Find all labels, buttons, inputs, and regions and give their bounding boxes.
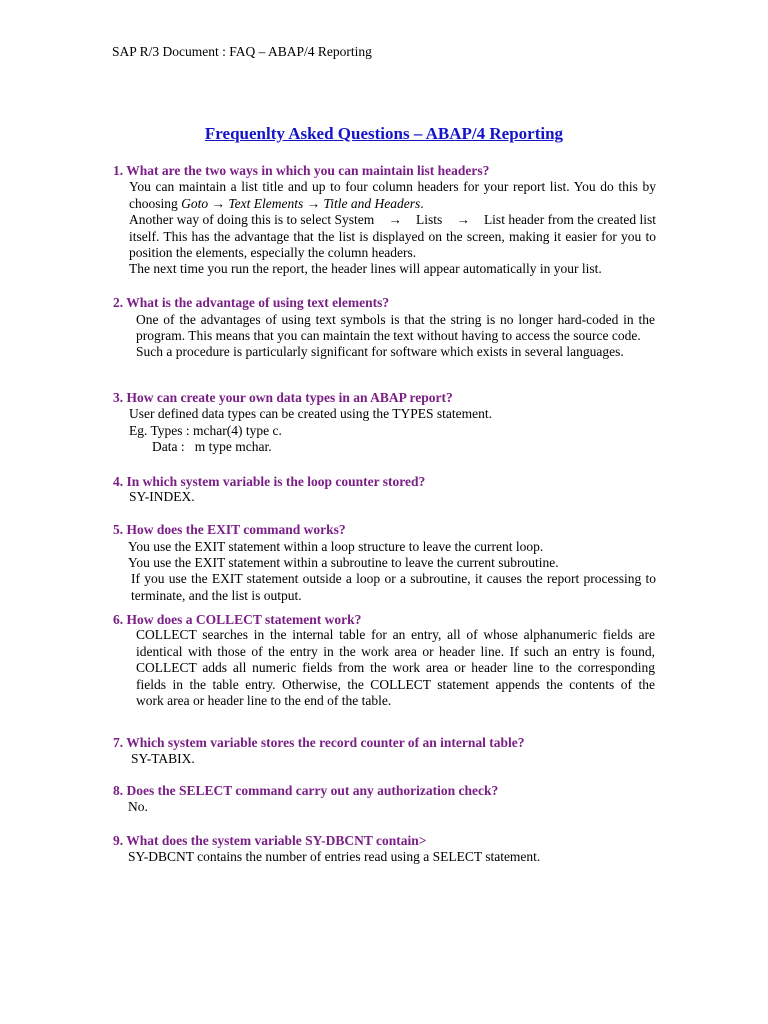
answer-5-line-3: If you use the EXIT statement outside a loop or a subroutine, it causes the report processing to — [131, 571, 656, 586]
answer-4-line-1: SY-INDEX. — [129, 489, 195, 504]
answer-1-choosing: choosing — [129, 196, 182, 211]
answer-1-line-6: The next time you run the report, the header lines will appear automatically in your list. — [129, 261, 602, 276]
menu-path-text-elements: Text Elements — [228, 196, 304, 211]
question-6: 6. How does a COLLECT statement work? — [113, 612, 362, 627]
menu-path-title-and-headers: Title and Headers — [323, 196, 421, 211]
answer-8-line-1: No. — [128, 799, 148, 814]
question-8: 8. Does the SELECT command carry out any authorization check? — [113, 783, 499, 798]
answer-6-line-3: COLLECT adds all numeric fields from the work area or header line to the corresponding — [136, 660, 655, 675]
answer-6-line-5: work area or header line to the end of the table. — [136, 693, 392, 708]
answer-5-line-4: terminate, and the list is output. — [131, 588, 302, 603]
question-9: 9. What does the system variable SY-DBCNT contain> — [113, 833, 427, 848]
answer-1-period: . — [420, 196, 424, 211]
right-arrow-icon: → — [303, 196, 324, 211]
right-arrow-icon: → — [456, 212, 470, 227]
answer-6-line-1: COLLECT searches in the internal table for an entry, all of whose alphanumeric fields are — [136, 627, 655, 642]
answer-1-select-system: Another way of doing this is to select System — [129, 212, 375, 227]
answer-3-line-1: User defined data types can be created using the TYPES statement. — [129, 406, 493, 421]
running-header: SAP R/3 Document : FAQ – ABAP/4 Reporting — [112, 44, 372, 59]
answer-9-line-1: SY-DBCNT contains the number of entries read using a SELECT statement. — [128, 849, 541, 864]
answer-1-line-1: You can maintain a list title and up to four column headers for your report list. You do this by — [129, 179, 656, 194]
answer-2-line-1: One of the advantages of using text symbols is that the string is no longer hard-coded in the — [136, 312, 655, 327]
question-2: 2. What is the advantage of using text elements? — [113, 295, 390, 310]
question-7: 7. Which system variable stores the record counter of an internal table? — [113, 735, 525, 750]
answer-2-line-2: program. This means that you can maintain the text without having to access the source code. — [136, 328, 641, 343]
answer-3-line-2: Eg. Types : mchar(4) type c. — [129, 423, 282, 438]
answer-6-line-4: fields in the table entry. Otherwise, the COLLECT statement appends the contents of the — [136, 677, 655, 692]
answer-5-line-2: You use the EXIT statement within a subroutine to leave the current subroutine. — [128, 555, 559, 570]
answer-1-line-2 — [129, 196, 424, 212]
question-4: 4. In which system variable is the loop counter stored? — [113, 474, 426, 489]
answer-1-lists: Lists — [415, 212, 443, 227]
answer-6-line-2: identical with those of the entry in the work area or header line. If such an entry is found, — [136, 644, 655, 659]
menu-path-goto: Goto — [181, 196, 209, 211]
answer-1-list-header: List header from the created list — [483, 212, 656, 227]
document-title: Frequenlty Asked Questions – ABAP/4 Reporting — [204, 124, 564, 143]
answer-1-line-5: position the elements, especially the column headers. — [129, 245, 417, 260]
answer-1-line-3 — [129, 212, 656, 228]
answer-1-line-4: itself. This has the advantage that the list is displayed on the screen, making it easier for you to — [129, 229, 656, 244]
question-1: 1. What are the two ways in which you can maintain list headers? — [113, 163, 490, 178]
answer-2-line-3: Such a procedure is particularly significant for software which exists in several languages. — [136, 344, 624, 359]
question-5: 5. How does the EXIT command works? — [113, 522, 346, 537]
answer-3-line-3: Data : m type mchar. — [152, 439, 272, 454]
answer-5-line-1: You use the EXIT statement within a loop structure to leave the current loop. — [128, 539, 544, 554]
answer-7-line-1: SY-TABIX. — [131, 751, 195, 766]
question-3: 3. How can create your own data types in an ABAP report? — [113, 390, 453, 405]
right-arrow-icon: → — [388, 212, 402, 227]
right-arrow-icon: → — [208, 196, 229, 211]
